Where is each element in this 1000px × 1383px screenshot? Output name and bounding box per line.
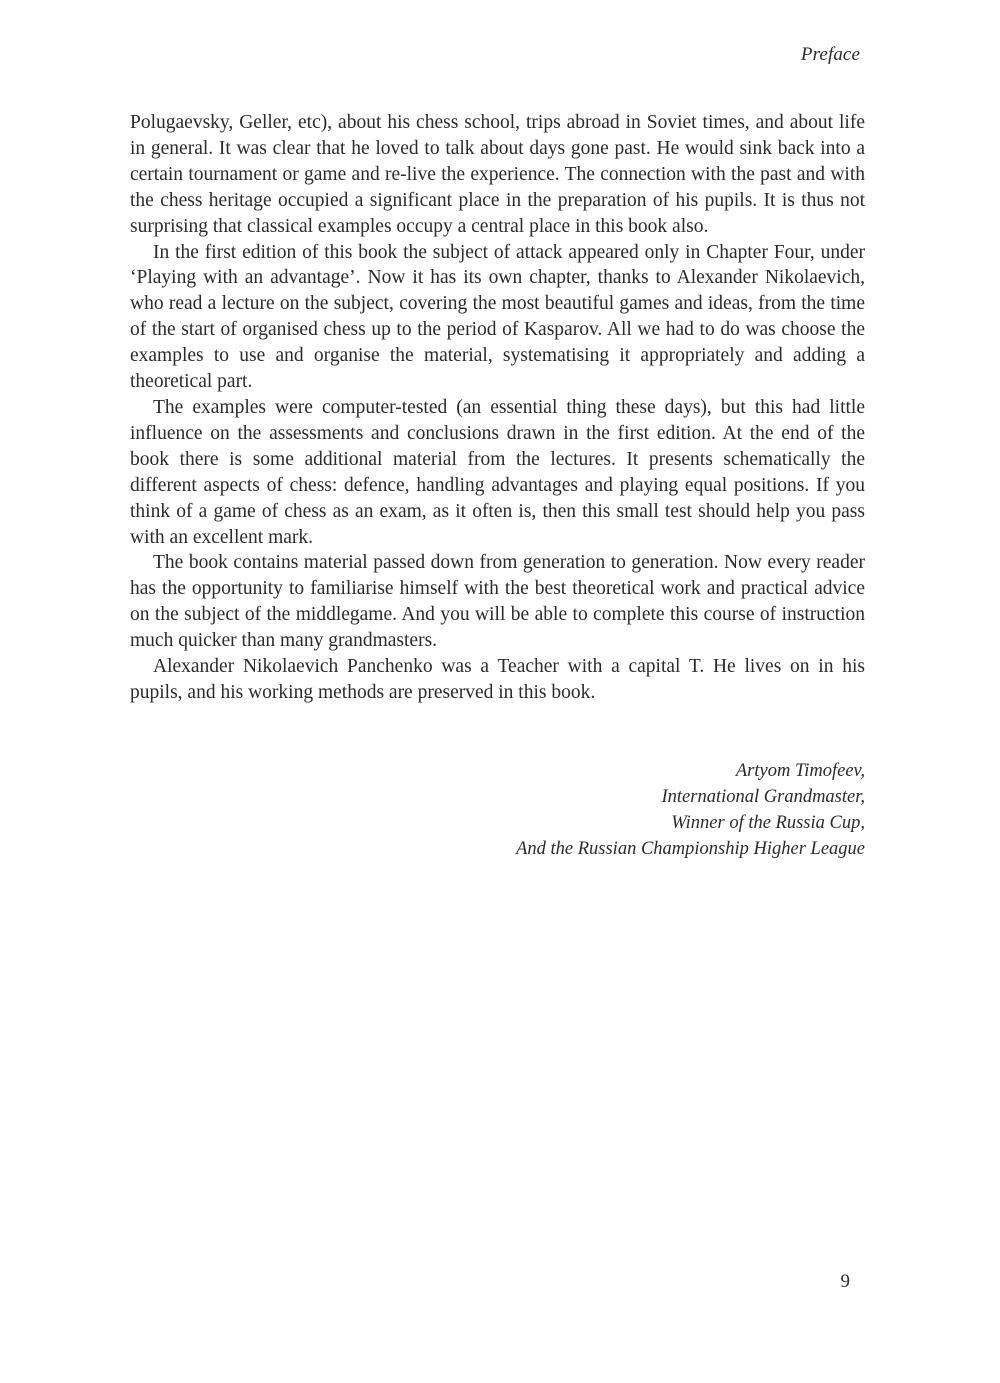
paragraph-1: Polugaevsky, Geller, etc), about his chess school, trips abroad in Soviet times, and about life in general. It was clear that he loved to talk about days gone past. He would sink back into a certain tournament or game and re-live the experience. The connection with the past and with the chess heritage occupied a significant place in the preparation of his pupils. It is thus not surprising that classical examples occupy a central place in this book also. — [130, 112, 865, 237]
signature-title-2: Winner of the Russia Cup, — [671, 813, 865, 833]
page-number: 9 — [840, 1271, 850, 1292]
signature-block — [516, 758, 865, 862]
signature-title-1: International Grandmaster, — [661, 787, 865, 807]
paragraph-2: In the first edition of this book the subject of attack appeared only in Chapter Four, under ‘Playing with an advantage’. Now it has its own chapter, thanks to Alexander Nikolaevich, who read a lecture on the subject, covering the most beautiful games and ideas, from the time of the start of organised chess up to the period of Kasparov. All we had to do was choose the examples to use and organise the material, systematising it appropriately and adding a theoretical part. — [130, 241, 865, 393]
signature-title-3: And the Russian Championship Higher League — [516, 839, 865, 859]
preface-body — [130, 110, 865, 706]
signature-name: Artyom Timofeev, — [735, 761, 865, 781]
running-head: Preface — [800, 44, 860, 65]
paragraph-4: The book contains material passed down from generation to generation. Now every reader has the opportunity to familiarise himself with the best theoretical work and practical advice on the subject of the middlegame. And you will be able to complete this course of instruction much quicker than many grandmasters. — [130, 552, 865, 652]
paragraph-5: Alexander Nikolaevich Panchenko was a Teacher with a capital T. He lives on in his pupils, and his working methods are preserved in this book. — [130, 656, 865, 703]
paragraph-3: The examples were computer-tested (an essential thing these days), but this had little influence on the assessments and conclusions drawn in the first edition. At the end of the book there is some additional material from the lectures. It presents schematically the different aspects of chess: defence, handling advantages and playing equal positions. If you think of a game of chess as an exam, as it often is, then this small test should help you pass with an excellent mark. — [130, 396, 865, 548]
